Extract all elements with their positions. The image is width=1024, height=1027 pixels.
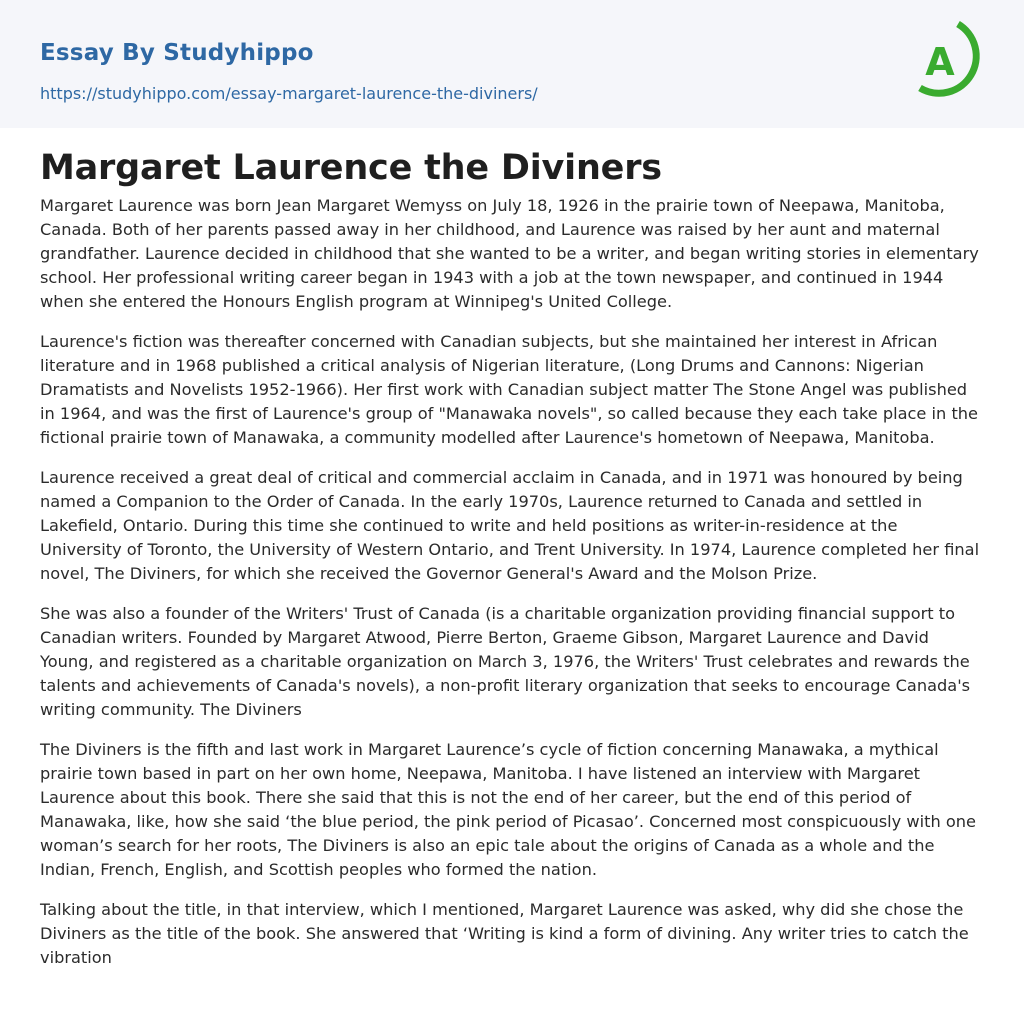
essay-paragraph: Margaret Laurence was born Jean Margaret Wemyss on July 18, 1926 in the prairie town of Neepawa, Manitoba, Canada. Both of her parents passed away in her childhood, and Laurence was raised by her aunt and maternal grandfather. Laurence decided in childhood that she wanted to be a writer, and began writing stories in elementary school. Her professional writing career began in 1943 with a job at the town newspaper, and continued in 1944 when she entered the Honours English program at Winnipeg's United College. [40,196,979,311]
essay-paragraph: Talking about the title, in that interview, which I mentioned, Margaret Laurence was asked, why did she chose the Diviners as the title of the book. She answered that ‘Writing is kind a form of divining. Any writer tries to catch the vibration [40,900,969,967]
essay-url-link[interactable]: https://studyhippo.com/essay-margaret-laurence-the-diviners/ [40,84,538,103]
essay-paragraph: The Diviners is the fifth and last work in Margaret Laurence’s cycle of fiction concerning Manawaka, a mythical prairie town based in part on her own home, Neepawa, Manitoba. I have listened an interview with Margaret Laurence about this book. There she said that this is not the end of her career, but the end of this period of Manawaka, like, how she said ‘the blue period, the pink period of Picasao’. Concerned most conspicuously with one woman’s search for her roots, The Diviners is also an epic tale about the origins of Canada as a whole and the Indian, French, English, and Scottish peoples who formed the nation. [40,740,976,879]
studyhippo-logo-icon[interactable] [910,18,988,106]
logo-letter: A [925,40,955,84]
essay-paragraph: She was also a founder of the Writers' Trust of Canada (is a charitable organization providing financial support to Canadian writers. Founded by Margaret Atwood, Pierre Berton, Graeme Gibson, Margaret Laurence and David Young, and registered as a charitable organization on March 3, 1976, the Writers' Trust celebrates and rewards the talents and achievements of Canada's novels), a non-profit literary organization that seeks to encourage Canada's writing community. The Diviners [40,604,971,719]
essay-body [40,194,984,970]
essay-paragraph: Laurence received a great deal of critical and commercial acclaim in Canada, and in 1971 was honoured by being named a Companion to the Order of Canada. In the early 1970s, Laurence returned to Canada and settled in Lakefield, Ontario. During this time she continued to write and held positions as writer-in-residence at the University of Toronto, the University of Western Ontario, and Trent University. In 1974, Laurence completed her final novel, The Diviners, for which she received the Governor General's Award and the Molson Prize. [40,468,980,583]
essay-title: Margaret Laurence the Diviners [40,148,662,188]
site-brand[interactable]: Essay By Studyhippo [40,40,314,66]
site-header [0,0,1024,128]
essay-paragraph: Laurence's fiction was thereafter concerned with Canadian subjects, but she maintained her interest in African literature and in 1968 published a critical analysis of Nigerian literature, (Long Drums and Cannons: Nigerian Dramatists and Novelists 1952-1966). Her first work with Canadian subject matter The Stone Angel was published in 1964, and was the first of Laurence's group of "Manawaka novels", so called because they each take place in the fictional prairie town of Manawaka, a community modelled after Laurence's hometown of Neepawa, Manitoba. [40,332,979,447]
